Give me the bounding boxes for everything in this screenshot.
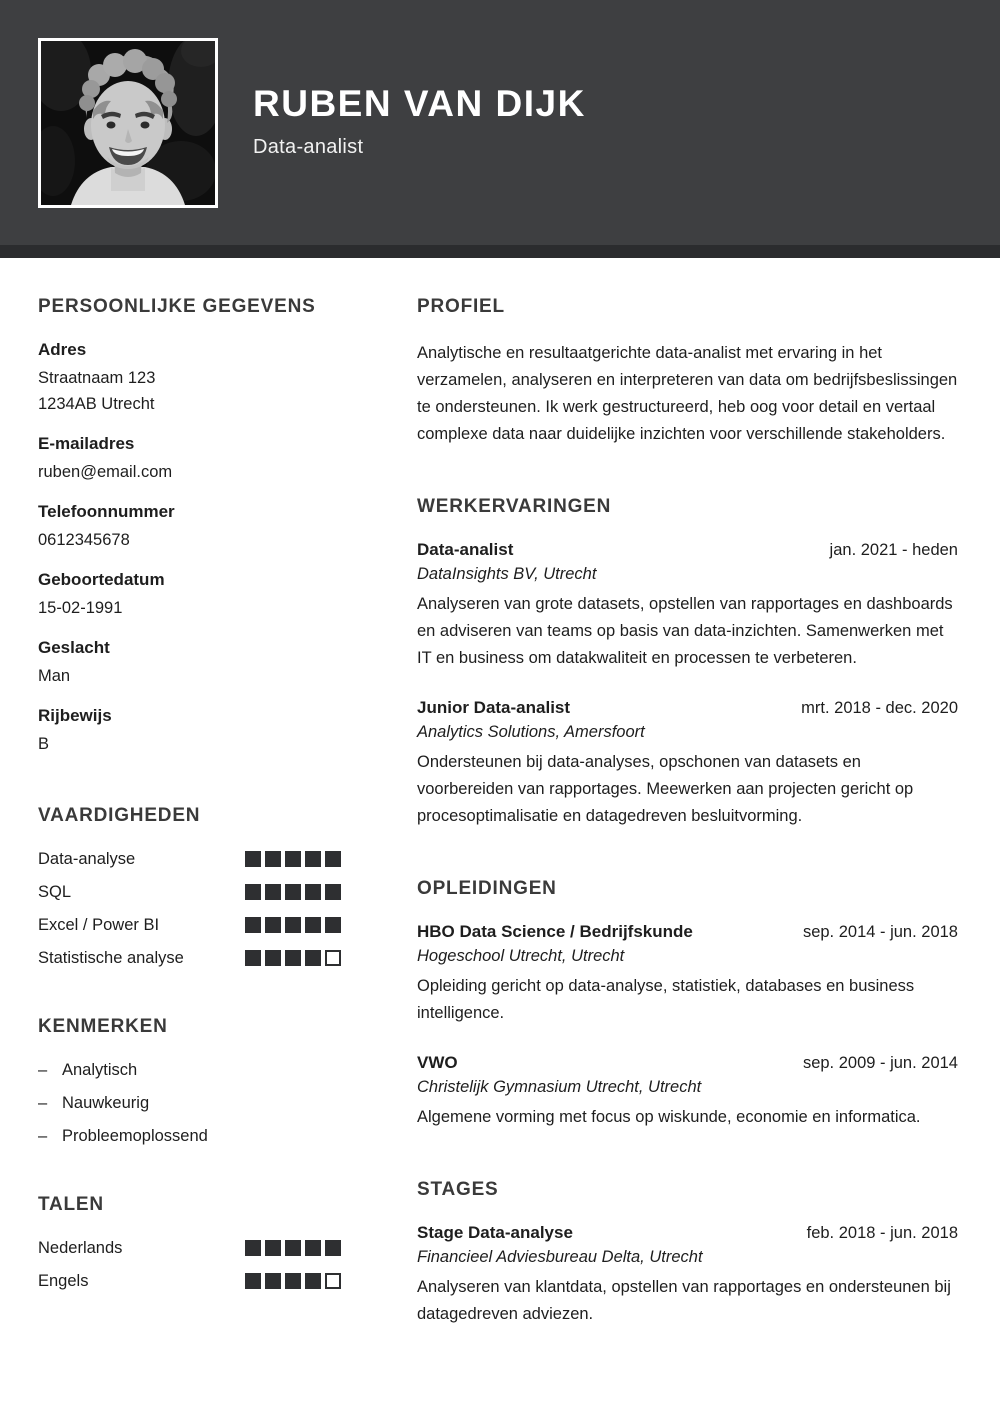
skill-rating — [245, 917, 341, 933]
rating-square-filled — [285, 884, 301, 900]
skill-label: SQL — [38, 883, 72, 901]
section-title-internships: STAGES — [417, 1179, 499, 1200]
entry-head — [417, 698, 958, 718]
entry-head — [417, 1223, 958, 1243]
field-value: Straatnaam 123 — [38, 369, 156, 387]
trait-label: Analytisch — [62, 1061, 138, 1079]
rating-square-filled — [245, 1273, 261, 1289]
rating-square-filled — [325, 884, 341, 900]
entry-description: Analyseren van grote datasets, opstellen van rapportages en dashboards en adviseren van teams op basis van data-inzichten. Samenwerken met IT en business om datakwaliteit en processen te verbeteren. — [417, 595, 953, 667]
rating-square-filled — [305, 1273, 321, 1289]
field-address — [38, 340, 341, 417]
field-label: Geslacht — [38, 638, 110, 657]
trait-item — [38, 1093, 341, 1113]
rating-square-filled — [285, 950, 301, 966]
left-column — [38, 296, 341, 1304]
trait-label: Probleemoplossend — [62, 1127, 208, 1145]
field-drivers-license — [38, 706, 341, 757]
profile-photo — [38, 38, 218, 208]
entry-company: Analytics Solutions, Amersfoort — [417, 723, 645, 741]
skill-row — [38, 882, 341, 902]
rating-square-filled — [325, 917, 341, 933]
skill-label: Excel / Power BI — [38, 916, 160, 934]
entry-description: Analyseren van klantdata, opstellen van rapportages en ondersteunen bij datagedreven adviezen. — [417, 1278, 951, 1323]
rating-square-filled — [285, 851, 301, 867]
language-rating — [245, 1240, 341, 1256]
rating-square-filled — [265, 1240, 281, 1256]
bullet-dash: – — [38, 1061, 48, 1079]
education-entry — [417, 922, 958, 1027]
skill-rating — [245, 851, 341, 867]
section-internships — [417, 1179, 958, 1328]
skill-rating — [245, 884, 341, 900]
entry-title: Stage Data-analyse — [417, 1223, 573, 1242]
education-entry — [417, 1053, 958, 1131]
section-skills — [38, 805, 341, 968]
entry-head — [417, 922, 958, 942]
header — [0, 0, 1000, 245]
person-job-title: Data-analist — [253, 135, 364, 158]
rating-square-filled — [305, 851, 321, 867]
rating-square-filled — [305, 917, 321, 933]
section-personal-details — [38, 296, 341, 757]
section-title-work: WERKERVARINGEN — [417, 496, 612, 517]
rating-square-filled — [245, 917, 261, 933]
entry-period: jan. 2021 - heden — [829, 541, 958, 559]
entry-period: mrt. 2018 - dec. 2020 — [801, 699, 958, 717]
section-title-education: OPLEIDINGEN — [417, 878, 557, 899]
rating-square-filled — [285, 1273, 301, 1289]
entry-description: Ondersteunen bij data-analyses, opschonen van datasets en voorbereiden van rapportages. Meewerken aan projecten gericht op procesoptimalisatie en datagedreven besluitvorming. — [417, 753, 914, 825]
person-name: RUBEN VAN DIJK — [253, 83, 586, 124]
language-row — [38, 1271, 341, 1291]
rating-square-empty — [325, 950, 341, 966]
field-label: E-mailadres — [38, 434, 135, 453]
section-languages — [38, 1194, 341, 1291]
skill-row — [38, 915, 341, 935]
header-text — [253, 84, 586, 159]
trait-item — [38, 1060, 341, 1080]
entry-company: Financieel Adviesbureau Delta, Utrecht — [417, 1248, 703, 1266]
skill-rating — [245, 950, 341, 966]
field-value: Man — [38, 667, 71, 685]
internship-entry — [417, 1223, 958, 1328]
field-email — [38, 434, 341, 485]
portrait-illustration — [41, 41, 215, 205]
field-value: 15-02-1991 — [38, 599, 123, 617]
skill-label: Statistische analyse — [38, 949, 184, 967]
work-entry — [417, 698, 958, 830]
rating-square-filled — [325, 1240, 341, 1256]
entry-period: feb. 2018 - jun. 2018 — [806, 1224, 958, 1242]
field-value: ruben@email.com — [38, 463, 173, 481]
field-label: Adres — [38, 340, 87, 359]
entry-title: VWO — [417, 1053, 458, 1072]
rating-square-filled — [265, 884, 281, 900]
rating-square-filled — [325, 851, 341, 867]
entry-description: Opleiding gericht op data-analyse, statistiek, databases en business intelligence. — [417, 977, 915, 1022]
section-title-profile: PROFIEL — [417, 296, 505, 317]
section-title-traits: KENMERKEN — [38, 1016, 168, 1037]
rating-square-filled — [265, 851, 281, 867]
language-row — [38, 1238, 341, 1258]
section-title-languages: TALEN — [38, 1194, 104, 1215]
rating-square-filled — [245, 950, 261, 966]
rating-square-filled — [285, 917, 301, 933]
field-birthdate — [38, 570, 341, 621]
entry-title: HBO Data Science / Bedrijfskunde — [417, 922, 693, 941]
field-label: Rijbewijs — [38, 706, 112, 725]
entry-period: sep. 2014 - jun. 2018 — [802, 923, 958, 941]
rating-square-filled — [305, 950, 321, 966]
field-value: 1234AB Utrecht — [38, 395, 155, 413]
entry-period: sep. 2009 - jun. 2014 — [802, 1054, 958, 1072]
language-label: Engels — [38, 1272, 89, 1290]
skill-row — [38, 849, 341, 869]
language-label: Nederlands — [38, 1239, 123, 1257]
trait-item — [38, 1126, 341, 1146]
header-divider-strip — [0, 245, 1000, 258]
entry-head — [417, 540, 958, 560]
rating-square-filled — [245, 884, 261, 900]
rating-square-filled — [265, 950, 281, 966]
rating-square-filled — [265, 1273, 281, 1289]
section-title-personal: PERSOONLIJKE GEGEVENS — [38, 296, 316, 317]
entry-title: Data-analist — [417, 540, 514, 559]
field-label: Geboortedatum — [38, 570, 165, 589]
trait-label: Nauwkeurig — [62, 1094, 150, 1112]
skill-label: Data-analyse — [38, 850, 136, 868]
entry-head — [417, 1053, 958, 1073]
entry-company: Christelijk Gymnasium Utrecht, Utrecht — [417, 1078, 702, 1096]
skill-row — [38, 948, 341, 968]
entry-description: Algemene vorming met focus op wiskunde, economie en informatica. — [417, 1108, 921, 1126]
section-education — [417, 878, 958, 1131]
right-column — [417, 296, 958, 1328]
field-value: 0612345678 — [38, 531, 130, 549]
rating-square-filled — [305, 884, 321, 900]
entry-title: Junior Data-analist — [417, 698, 571, 717]
field-phone — [38, 502, 341, 553]
rating-square-filled — [245, 1240, 261, 1256]
field-label: Telefoonnummer — [38, 502, 175, 521]
rating-square-filled — [265, 917, 281, 933]
field-value: B — [38, 735, 50, 753]
profile-text: Analytische en resultaatgerichte data-analist met ervaring in het verzamelen, analyseren en interpreteren van data om bedrijfsbeslissingen te ondersteunen. Ik werk gestructureerd, heb oog voor detail en vertaal complexe data naar duidelijke inzichten voor verschillende stakeholders. — [417, 344, 958, 443]
bullet-dash: – — [38, 1094, 48, 1112]
language-rating — [245, 1273, 341, 1289]
section-work-experience — [417, 496, 958, 830]
entry-company: Hogeschool Utrecht, Utrecht — [417, 947, 625, 965]
rating-square-filled — [285, 1240, 301, 1256]
rating-square-filled — [245, 851, 261, 867]
rating-square-filled — [305, 1240, 321, 1256]
work-entry — [417, 540, 958, 672]
field-gender — [38, 638, 341, 689]
section-title-skills: VAARDIGHEDEN — [38, 805, 201, 826]
rating-square-empty — [325, 1273, 341, 1289]
entry-company: DataInsights BV, Utrecht — [417, 565, 597, 583]
section-profile — [417, 296, 958, 448]
bullet-dash: – — [38, 1127, 48, 1145]
section-traits — [38, 1016, 341, 1146]
